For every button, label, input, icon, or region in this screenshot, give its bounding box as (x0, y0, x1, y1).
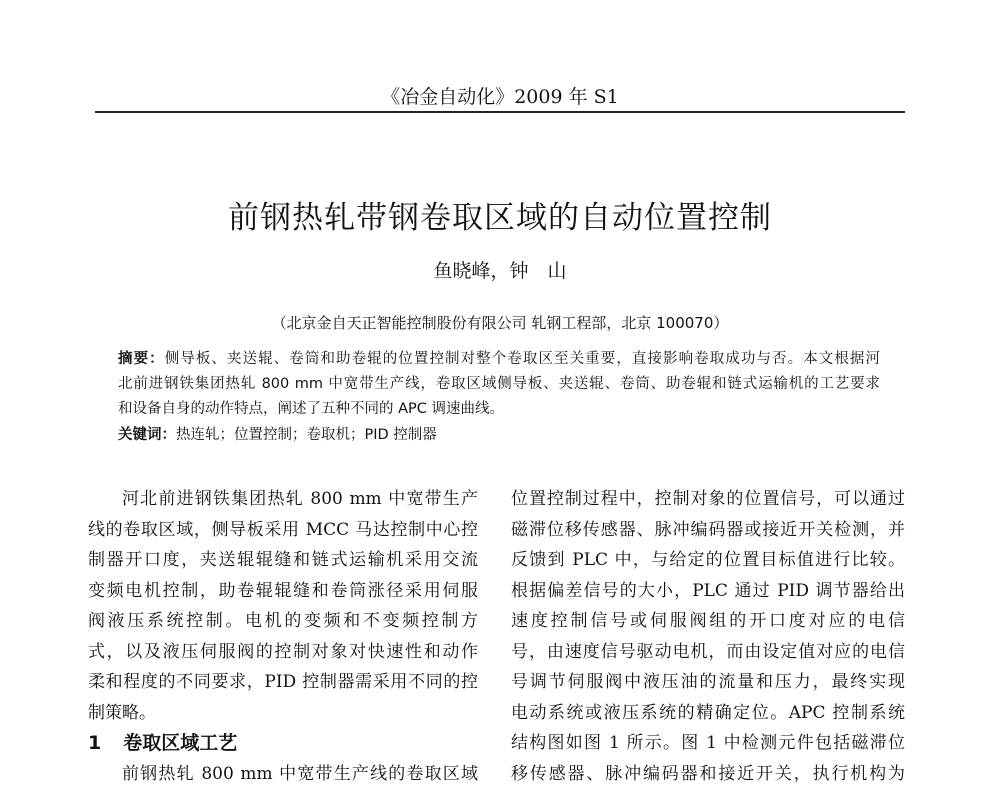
body-line: 变频电机控制，助卷辊辊缝和卷筒涨径采用伺服 (88, 576, 478, 607)
journal-header: 《冶金自动化》2009 年 S1 (0, 82, 1000, 109)
body-line: 阀液压系统控制。电机的变频和不变频控制方 (88, 606, 478, 637)
body-line: 移传感器、脉冲编码器和接近开关，执行机构为 (511, 759, 905, 789)
keywords (118, 423, 880, 444)
body-line: 号，由速度信号驱动电机，而由设定值对应的电信 (511, 637, 905, 668)
abstract-line: 和设备自身的动作特点，阐述了五种不同的 APC 调速曲线。 (118, 397, 880, 418)
body-line: 反馈到 PLC 中，与给定的位置目标值进行比较。 (511, 545, 905, 576)
abstract-line (118, 347, 880, 368)
body-line: 电动系统或液压系统的精确定位。APC 控制系统 (511, 698, 905, 729)
section-number: 1 (88, 732, 101, 754)
body-line: 结构图如图 1 所示。图 1 中检测元件包括磁滞位 (511, 728, 905, 759)
right-column (511, 484, 905, 789)
abstract-text: 侧导板、夹送辊、卷筒和助卷辊的位置控制对整个卷取区至关重要，直接影响卷取成功与否。本文根据河 (165, 351, 880, 367)
keywords-label: 关键词： (118, 427, 176, 443)
body-line: 号调节伺服阀中液压油的流量和压力，最终实现 (511, 667, 905, 698)
abstract-label: 摘要： (118, 351, 165, 367)
body-line: 根据偏差信号的大小，PLC 通过 PID 调节器给出 (511, 576, 905, 607)
body-line: 位置控制过程中，控制对象的位置信号，可以通过 (511, 484, 905, 515)
authors: 鱼晓峰，钟 山 (0, 256, 1000, 283)
header-rule (95, 111, 905, 113)
body-line: 前钢热轧 800 mm 中宽带生产线的卷取区域 (88, 759, 478, 789)
body-line: 河北前进钢铁集团热轧 800 mm 中宽带生产 (88, 484, 478, 515)
body-line: 制器开口度，夹送辊辊缝和链式运输机采用交流 (88, 545, 478, 576)
body-line: 制策略。 (88, 698, 478, 729)
body-line: 磁滞位移传感器、脉冲编码器或接近开关检测，并 (511, 515, 905, 546)
body-line: 速度控制信号或伺服阀组的开口度对应的电信 (511, 606, 905, 637)
section-heading (88, 728, 478, 759)
body-line: 柔和程度的不同要求，PID 控制器需采用不同的控 (88, 667, 478, 698)
abstract-line: 北前进钢铁集团热轧 800 mm 中宽带生产线，卷取区域侧导板、夹送辊、卷筒、助卷辊和链式运输机的工艺要求 (118, 372, 880, 393)
paper-title: 前钢热轧带钢卷取区域的自动位置控制 (0, 192, 1000, 237)
body-line: 式，以及液压伺服阀的控制对象对快速性和动作 (88, 637, 478, 668)
section-title: 卷取区域工艺 (123, 732, 237, 754)
affiliation: （北京金自天正智能控制股份有限公司 轧钢工程部，北京 100070） (0, 312, 1000, 333)
keywords-text: 热连轧；位置控制；卷取机；PID 控制器 (176, 427, 437, 443)
left-column (88, 484, 478, 789)
body-line: 线的卷取区域，侧导板采用 MCC 马达控制中心控 (88, 515, 478, 546)
